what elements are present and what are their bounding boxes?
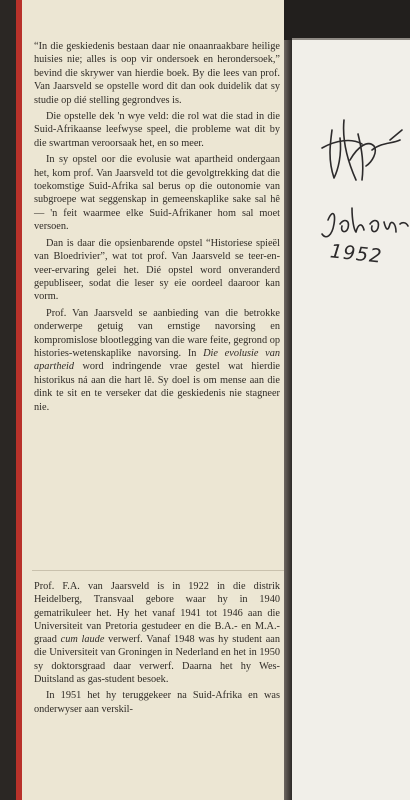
- dust-jacket-flap: [22, 0, 284, 800]
- author-bio: [34, 580, 280, 719]
- section-divider: [32, 570, 284, 571]
- blurb-paragraph-1: “In die geskiedenis bestaan daar nie onaanraakbare heilige huisies nie; alles is oop vir ondersoek en herondersoek,” bevind die skrywer van hierdie boek. By die lees van prof. Van Jaarsveld se opstelle word dit dan ook duidelik dat sy studie op dié stelling gegrondves is.: [34, 41, 280, 106]
- handwritten-signature-icon: [292, 100, 410, 300]
- bio-p1-text-b: verwerf. Vanaf 1948 was hy student aan die Universiteit van Groningen in Nederland en het in 1950 sy doktorsgraad daar verwerf. Daarna het hy Wes-Duitsland as gas-student besoek.: [34, 634, 280, 686]
- bio-p1-text-a: Prof. F.A. van Jaarsveld is in 1922 in die distrik Heidelberg, Transvaal gebore waar hy in 1940 gematrikuleer het. Hy het vanaf 1941 tot 1946 aan die Universiteit van Pretoria gestudeer en die B.A.- en M.A.-graad: [34, 581, 280, 646]
- bio-paragraph-2: In 1951 het hy teruggekeer na Suid-Afrika en was onderwyser aan verskil-: [34, 690, 280, 715]
- book-title-italic: Die evolusie van apartheid: [34, 347, 280, 373]
- blurb-paragraph-5: [34, 307, 280, 414]
- bio-paragraph-1: [34, 580, 280, 686]
- blurb-p5-text-b: word indringende vrae gestel wat hierdie historikus ná aan die hart lê. Sy doel is om mense aan die dink te sit en te verseker dat die geskiedenis nie stagneer nie.: [34, 361, 280, 413]
- flap-shadow: [284, 0, 292, 800]
- page-top-edge: [292, 38, 410, 40]
- blurb-p5-text-a: Prof. Van Jaarsveld se aanbieding van die betrokke onderwerpe getuig van ernstige navorsing en kompromislose blootlegging van die ware feite, gegrond op histories-wetenskaplike navorsing. In: [34, 307, 280, 359]
- blurb-paragraph-2: Die opstelle dek 'n wye veld: die rol wat die stad in die Suid-Afrikaanse leefwyse speel, die probleme wat dit by die swartman veroorsaak het, en so meer.: [34, 111, 280, 149]
- cover-edge: [0, 0, 16, 800]
- bio-italic: cum laude: [60, 634, 105, 646]
- blurb-paragraph-4: Dan is daar die opsienbarende opstel “Historiese spieël van Bloedrivier”, wat tot prof. Van Jaarsveld se teer-en-veer-ervaring gelei het. Dié opstel word onveranderd gepubliseer, sodat die leser sy eie oordeel daaroor kan vorm.: [34, 237, 280, 303]
- top-dark-area: [284, 0, 410, 40]
- blurb-text: [34, 40, 280, 417]
- blurb-paragraph-3: In sy opstel oor die evolusie wat apartheid ondergaan het, kom prof. Van Jaarsveld tot die gevolgtrekking dat die toekomstige Suid-Afrika sal berus op die outonomie van subgroepe wat seggenskap in gemeenskaplike sake sal hê — 'n feit waarmee elke Suid-Afrikaner hom sal moet versoen.: [34, 154, 280, 233]
- inscription-year: 1952: [328, 240, 384, 268]
